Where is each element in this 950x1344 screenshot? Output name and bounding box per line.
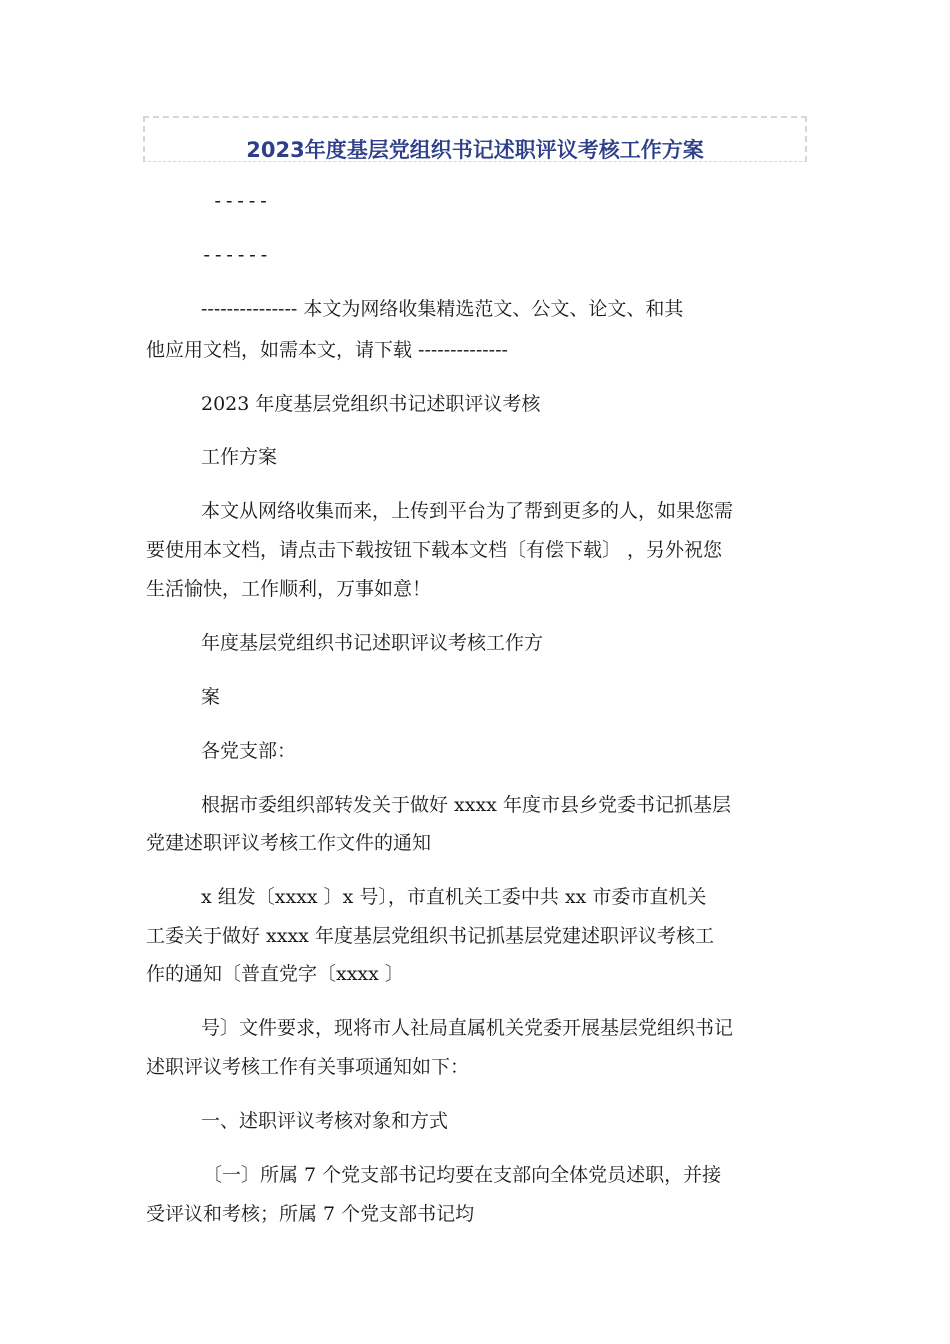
heading-line: 案 (201, 686, 221, 708)
body-line: --------------- 本文为网络收集精选范文、公文、论文、和其 (201, 298, 684, 320)
body-line: 党建述职评议考核工作文件的通知 (146, 832, 432, 854)
section-heading: 一、述职评议考核对象和方式 (201, 1110, 449, 1132)
body-line: 〔一〕所属 7 个党支部书记均要在支部向全体党员述职，并接 (203, 1164, 722, 1186)
body-line: x 组发〔xxxx 〕x 号〕，市直机关工委中共 xx 市委市直机关 (201, 886, 707, 908)
body-line: 号〕文件要求，现将市人社局直属机关党委开展基层党组织书记 (201, 1017, 734, 1039)
document-title: 2023年度基层党组织书记述职评议考核工作方案 (246, 138, 704, 162)
salutation: 各党支部： (201, 740, 297, 762)
body-line: 述职评议考核工作有关事项通知如下： (146, 1056, 470, 1078)
body-line: 工委关于做好 xxxx 年度基层党组织书记抓基层党建述职评议考核工 (146, 925, 714, 947)
separator-line: ----- (212, 190, 270, 212)
body-line: 他应用文档，如需本文，请下载 -------------- (146, 339, 508, 361)
separator-line: ------ (201, 244, 270, 266)
body-line: 根据市委组织部转发关于做好 xxxx 年度市县乡党委书记抓基层 (201, 794, 731, 816)
body-line: 生活愉快，工作顺利，万事如意！ (146, 578, 432, 600)
subtitle-line: 工作方案 (201, 446, 278, 468)
heading-line: 年度基层党组织书记述职评议考核工作方 (201, 632, 544, 654)
body-line: 本文从网络收集而来，上传到平台为了帮到更多的人，如果您需 (201, 500, 734, 522)
body-line: 作的通知〔普直党字〔xxxx 〕 (146, 963, 404, 985)
body-line: 要使用本文档，请点击下载按钮下载本文档〔有偿下载〕 ，另外祝您 (146, 539, 723, 561)
body-line: 受评议和考核；所属 7 个党支部书记均 (146, 1203, 475, 1225)
subtitle-line: 2023 年度基层党组织书记述职评议考核 (201, 393, 541, 415)
